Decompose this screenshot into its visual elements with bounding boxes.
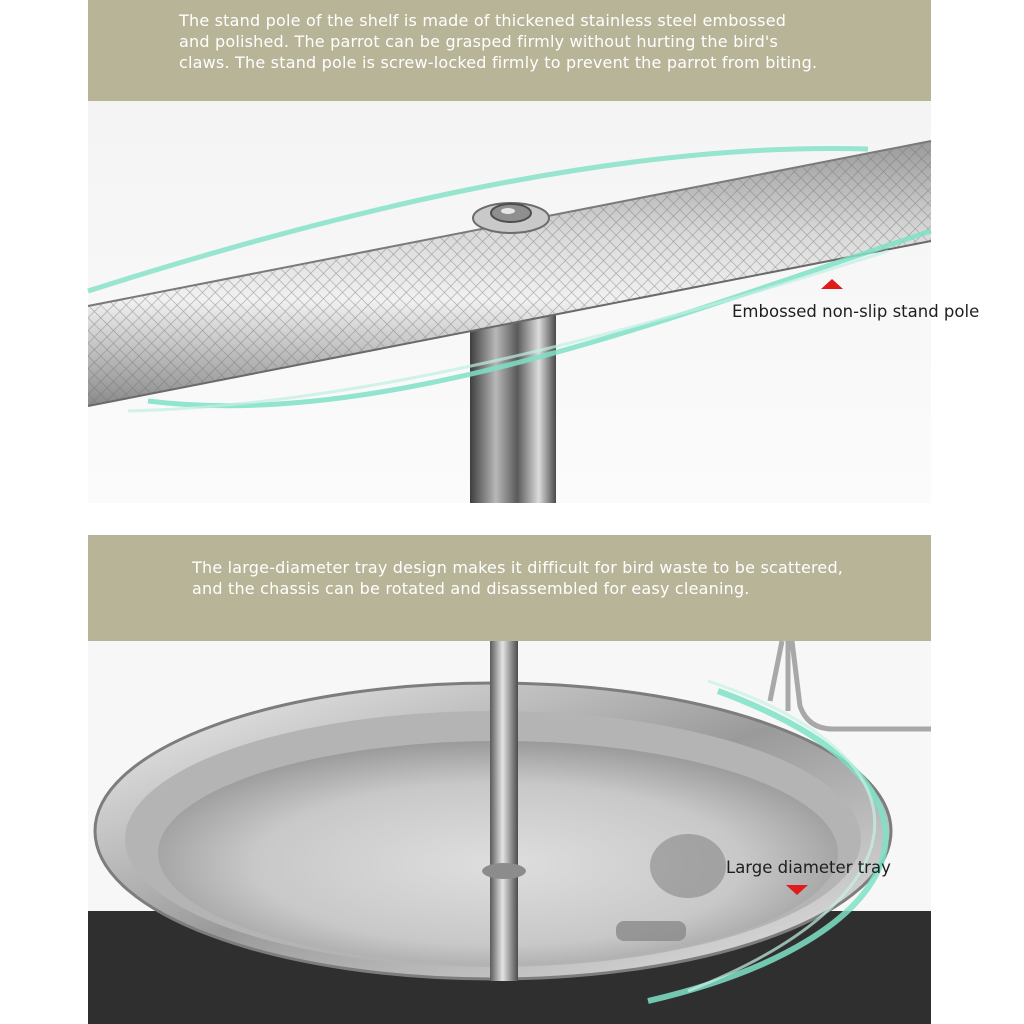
bottom-panel	[88, 535, 931, 1024]
top-description-line-3: claws. The stand pole is screw-locked firmly to prevent the parrot from biting.	[179, 53, 818, 72]
top-description-line-1: The stand pole of the shelf is made of thickened stainless steel embossed	[179, 11, 787, 30]
tray-callout: Large diameter tray	[726, 858, 891, 877]
bottom-description-band	[88, 535, 931, 641]
stand-pole-callout: Embossed non-slip stand pole	[732, 302, 980, 321]
callout-marker-icon	[786, 885, 808, 895]
vertical-post	[470, 306, 556, 503]
bottom-description-line-1: The large-diameter tray design makes it difficult for bird waste to be scattered,	[192, 558, 844, 577]
top-panel	[88, 0, 980, 503]
tray-photo	[88, 641, 931, 1024]
callout-marker-icon	[821, 279, 843, 289]
screw-icon	[473, 203, 549, 233]
top-description-band	[88, 0, 931, 101]
bottom-description-line-2: and the chassis can be rotated and disassembled for easy cleaning.	[192, 579, 750, 598]
top-description-line-2: and polished. The parrot can be grasped firmly without hurting the bird's	[179, 32, 779, 51]
center-rod	[490, 641, 518, 981]
